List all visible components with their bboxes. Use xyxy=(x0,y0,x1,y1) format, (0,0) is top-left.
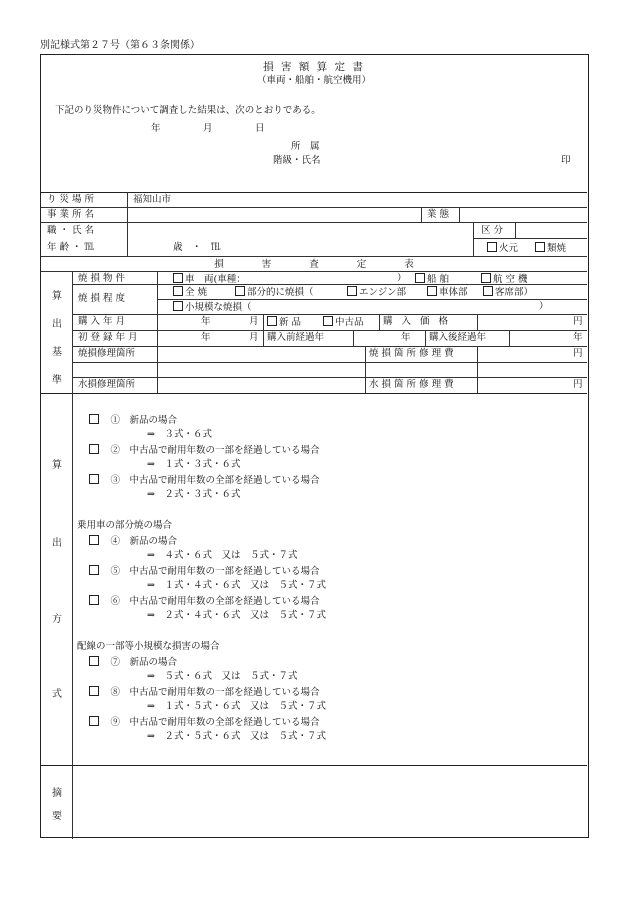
occupation-name-label: 職 ・ 氏 名 xyxy=(47,225,95,236)
burn-degree-label: 焼 損 程 度 xyxy=(78,293,126,304)
remarks-side-char-2: 要 xyxy=(52,811,62,822)
purchase-month-unit: 月 xyxy=(249,316,259,327)
used-checkbox[interactable]: 中古品 xyxy=(323,316,364,329)
intro-text: 下記のり災物件について調査した結果は、次のとおりである。 xyxy=(55,105,321,116)
elapsed-before-label: 購入前経過年 xyxy=(267,332,325,343)
method-7-checkbox[interactable]: ⑦ 新品の場合 xyxy=(89,656,177,669)
category-label: 区 分 xyxy=(481,225,504,236)
burn-repair-cost-unit: 円 xyxy=(573,348,583,359)
method-5-checkbox[interactable]: ⑤ 中古品で耐用年数の一部を経過している場合 xyxy=(89,565,320,578)
seal-label: 印 xyxy=(561,155,571,166)
method-4-checkbox[interactable]: ④ 新品の場合 xyxy=(89,535,177,548)
assessment-form xyxy=(40,54,589,838)
purchase-price-unit: 円 xyxy=(573,316,583,327)
fire-place-value: 福知山市 xyxy=(133,194,172,205)
method-8-formula: ⇒ １式・５式・６式 又は ５式・７式 xyxy=(147,701,326,712)
method-1-checkbox[interactable]: ① 新品の場合 xyxy=(89,414,177,427)
assessment-header: 損 害 査 定 表 xyxy=(214,259,414,270)
first-reg-label: 初 登 録 年 月 xyxy=(78,332,138,343)
purchase-price-label: 購 入 価 格 xyxy=(383,316,452,327)
vehicle-close: ） xyxy=(397,273,407,284)
first-reg-year-unit: 年 xyxy=(201,332,211,343)
burn-repair-part-label: 焼損修理箇所 xyxy=(78,348,136,359)
method-4-formula: ⇒ ４式・６式 又は ５式・７式 xyxy=(147,550,298,561)
new-checkbox[interactable]: 新 品 xyxy=(267,316,301,329)
minor-burn-checkbox[interactable]: 小規模な焼損（ xyxy=(173,301,252,314)
method-5-formula: ⇒ １式・４式・６式 又は ５式・７式 xyxy=(147,580,326,591)
age-tel-label: 年 齢 ・ ℡ xyxy=(47,242,95,253)
burnt-item-label: 焼 損 物 件 xyxy=(78,273,126,284)
date-month: 月 xyxy=(203,123,213,134)
section3-title: 配線の一部等小規模な損害の場合 xyxy=(77,641,220,652)
water-repair-cost-unit: 円 xyxy=(573,379,583,390)
spread-checkbox[interactable]: 類焼 xyxy=(535,242,566,255)
method-8-checkbox[interactable]: ⑧ 中古品で耐用年数の一部を経過している場合 xyxy=(89,686,320,699)
basis-side-char-3: 基 xyxy=(52,347,62,358)
water-repair-part-label: 水損修理箇所 xyxy=(78,379,136,390)
full-burn-checkbox[interactable]: 全 焼 xyxy=(173,286,207,299)
remarks-side-char-1: 摘 xyxy=(52,788,62,799)
remarks-field[interactable] xyxy=(77,771,577,831)
basis-side-char-2: 出 xyxy=(52,319,62,330)
engine-checkbox[interactable]: エンジン部 xyxy=(347,286,406,299)
age-tel-value: 歳 ・ ℡ xyxy=(173,242,221,253)
date-year: 年 xyxy=(151,123,161,134)
fire-origin-checkbox[interactable]: 火元 xyxy=(487,242,518,255)
method-9-checkbox[interactable]: ⑨ 中古品で耐用年数の全部を経過している場合 xyxy=(89,716,320,729)
method-side-char-3: 方 xyxy=(52,614,62,625)
method-3-formula: ⇒ ２式・３式・６式 xyxy=(147,489,241,500)
purchase-year-unit: 年 xyxy=(201,316,211,327)
affiliation-label: 所 属 xyxy=(291,141,320,152)
minor-burn-close: ） xyxy=(539,301,549,312)
water-repair-cost-label: 水 損 箇 所 修 理 費 xyxy=(369,379,454,390)
method-9-formula: ⇒ ２式・５式・６式 又は ５式・７式 xyxy=(147,731,326,742)
method-1-formula: ⇒ ３式・６式 xyxy=(147,429,212,440)
elapsed-after-unit: 年 xyxy=(573,332,583,343)
vehicle-checkbox[interactable]: 車 両(車種： xyxy=(173,273,246,286)
basis-side-char-4: 準 xyxy=(52,375,62,386)
office-name-label: 事 業 所 名 xyxy=(47,209,95,220)
rank-name-label: 階級・氏名 xyxy=(273,155,321,166)
method-6-formula: ⇒ ２式・４式・６式 又は ５式・７式 xyxy=(147,610,326,621)
aircraft-checkbox[interactable]: 航 空 機 xyxy=(481,273,528,286)
form-title: 損 害 額 算 定 書 xyxy=(263,61,365,73)
business-label: 業 態 xyxy=(427,209,450,220)
burn-repair-cost-label: 焼 損 箇 所 修 理 費 xyxy=(369,348,454,359)
method-side-char-1: 算 xyxy=(52,460,62,471)
cabin-checkbox[interactable]: 客席部） xyxy=(483,286,533,299)
date-day: 日 xyxy=(255,123,265,134)
ship-checkbox[interactable]: 船 舶 xyxy=(415,273,449,286)
purchase-date-label: 購 入 年 月 xyxy=(78,316,126,327)
form-subtitle: （車両・船舶・航空機用） xyxy=(256,75,371,86)
fire-place-label: り 災 場 所 xyxy=(47,194,95,205)
basis-side-char-1: 算 xyxy=(52,291,62,302)
elapsed-before-unit: 年 xyxy=(401,332,411,343)
section2-title: 乗用車の部分焼の場合 xyxy=(77,520,173,531)
elapsed-after-label: 購入後経過年 xyxy=(429,332,487,343)
method-3-checkbox[interactable]: ③ 中古品で耐用年数の全部を経過している場合 xyxy=(89,474,320,487)
method-6-checkbox[interactable]: ⑥ 中古品で耐用年数の全部を経過している場合 xyxy=(89,595,320,608)
method-side-char-2: 出 xyxy=(52,538,62,549)
body-checkbox[interactable]: 車体部 xyxy=(427,286,468,299)
method-2-formula: ⇒ １式・３式・６式 xyxy=(147,459,241,470)
first-reg-month-unit: 月 xyxy=(249,332,259,343)
partial-burn-checkbox[interactable]: 部分的に焼損（ xyxy=(235,286,314,299)
method-side-char-4: 式 xyxy=(52,689,62,700)
form-number: 別記様式第２７号（第６３条関係） xyxy=(40,40,200,51)
method-2-checkbox[interactable]: ② 中古品で耐用年数の一部を経過している場合 xyxy=(89,444,320,457)
method-7-formula: ⇒ ５式・６式 又は ５式・７式 xyxy=(147,671,298,682)
